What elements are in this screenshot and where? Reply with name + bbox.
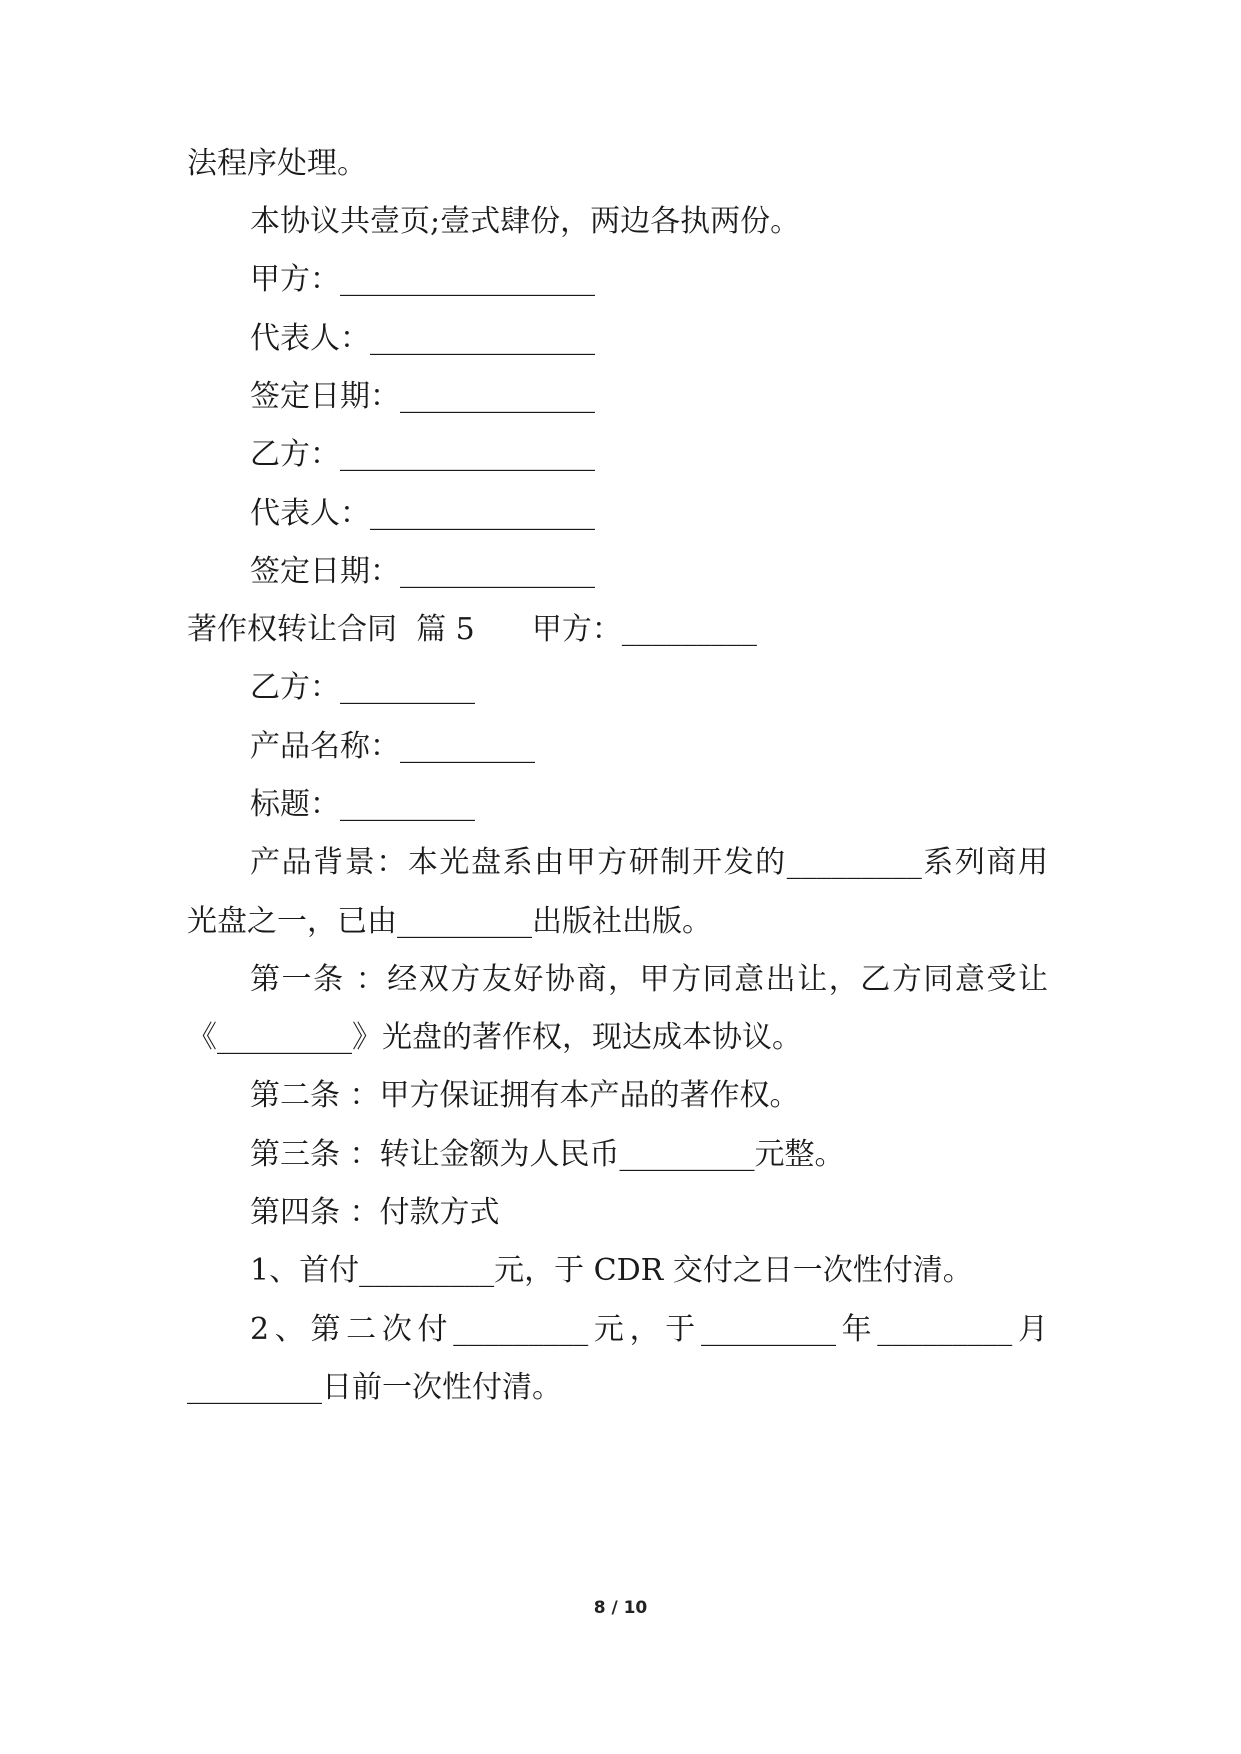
clause-article-1: 第一条 ：经双方友好协商，甲方同意出让，乙方同意受让 [250, 962, 1048, 997]
paragraph-line: 本协议共壹页;壹式肆份，两边各执两份。 [250, 204, 801, 239]
signature-field-sign-date: 签定日期：_____________ [250, 554, 595, 589]
page-number: 8 / 10 [593, 1598, 648, 1618]
field-title: 标题：_________ [250, 787, 475, 822]
payment-item-1: 1、首付_________元，于 CDR 交付之日一次性付清。 [250, 1253, 973, 1288]
paragraph-line: 法程序处理。 [187, 146, 367, 181]
paragraph-line: _________日前一次性付清。 [187, 1370, 562, 1405]
signature-field-representative: 代表人：_______________ [250, 496, 595, 531]
field-party-b: 乙方：_________ [250, 670, 475, 705]
clause-article-4: 第四条 ：付款方式 [250, 1195, 500, 1230]
signature-field-sign-date: 签定日期：_____________ [250, 379, 595, 414]
payment-item-2: 2、第二次付_________元，于_________年_________月 [250, 1312, 1048, 1347]
clause-article-2: 第二条 ：甲方保证拥有本产品的著作权。 [250, 1078, 800, 1113]
signature-field-representative: 代表人：_______________ [250, 321, 595, 356]
signature-field-party-a: 甲方：_________________ [250, 262, 595, 297]
section-title: 著作权转让合同 篇 5 甲方：_________ [187, 612, 757, 647]
signature-field-party-b: 乙方：_________________ [250, 437, 595, 472]
paragraph-line: 光盘之一，已由_________出版社出版。 [187, 904, 712, 939]
paragraph-line: 产品背景：本光盘系由甲方研制开发的_________系列商用 [250, 845, 1048, 880]
clause-article-3: 第三条 ：转让金额为人民币_________元整。 [250, 1137, 845, 1172]
field-product-name: 产品名称：_________ [250, 729, 535, 764]
paragraph-line: 《_________》光盘的著作权，现达成本协议。 [187, 1020, 802, 1055]
